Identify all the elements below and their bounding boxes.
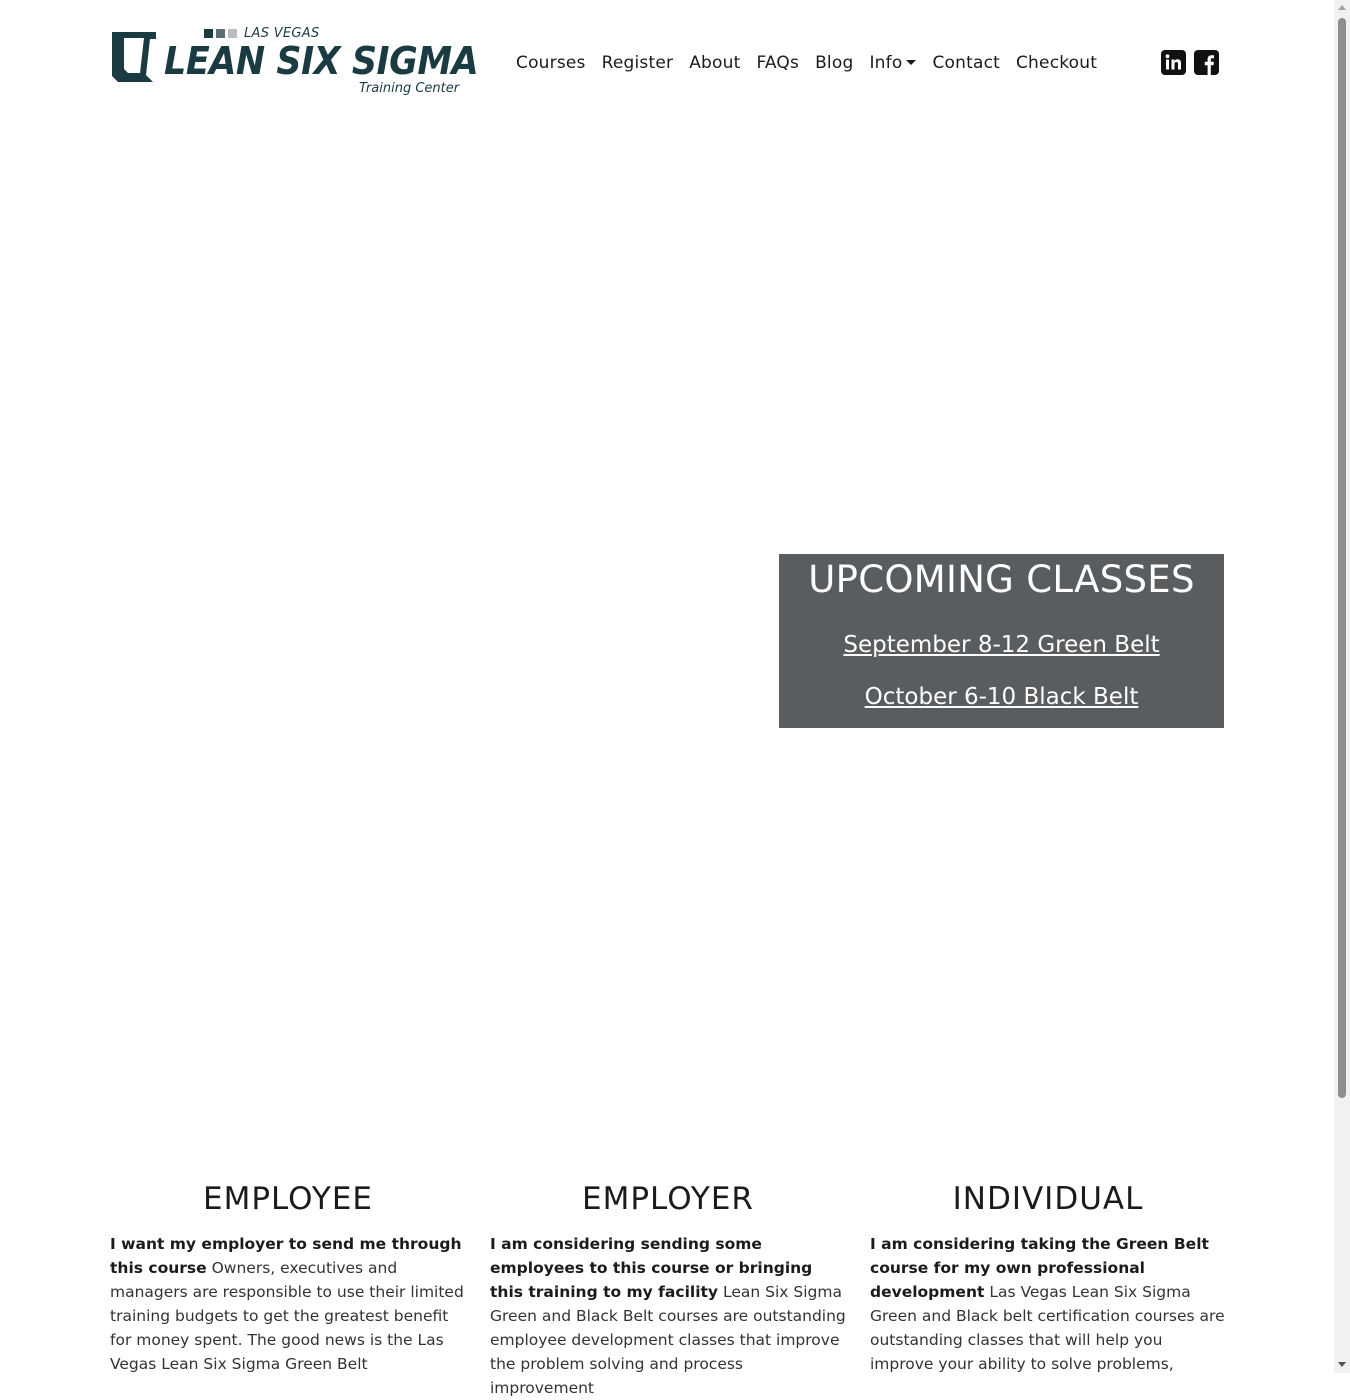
nav-blog[interactable]: Blog (815, 53, 854, 73)
column-employee (110, 1178, 466, 1376)
column-body: Owners, executives and managers are responsible to use their limited training budgets to get the greatest benefit for money spent. The good news is the Las Vegas Lean Six Sigma Green Belt (110, 1259, 464, 1373)
logo-main-text: LEAN SIX SIGMA (164, 39, 479, 83)
logo-top-text: LAS VEGAS (244, 26, 320, 41)
scroll-up-arrow-icon[interactable] (1338, 5, 1346, 10)
page-scrollbar[interactable] (1334, 0, 1350, 1373)
scroll-down-arrow-icon[interactable] (1338, 1362, 1346, 1367)
logo-sub-text: Training Center (359, 81, 460, 96)
column-text (490, 1232, 846, 1400)
column-body: Las Vegas Lean Six Sigma Green and Black belt certification courses are outstanding classes that will help you improve your ability to solve problems, (870, 1283, 1225, 1373)
nav-faqs[interactable]: FAQs (756, 53, 800, 73)
upcoming-classes-title: UPCOMING CLASSES (808, 558, 1195, 601)
column-text (110, 1232, 466, 1376)
column-employer (490, 1178, 846, 1400)
nav-info-label: Info (869, 53, 903, 73)
upcoming-classes-panel (779, 554, 1224, 728)
nevada-shape-icon (110, 29, 170, 89)
nav-courses[interactable]: Courses (516, 53, 586, 73)
column-title: EMPLOYEE (202, 1181, 373, 1217)
social-links (1161, 50, 1219, 75)
scrollbar-thumb[interactable] (1338, 18, 1346, 1098)
column-text (870, 1232, 1226, 1376)
facebook-icon[interactable] (1194, 50, 1219, 75)
column-lead: I am considering taking the Green Belt course for my own professional development (870, 1235, 1209, 1301)
site-logo[interactable] (110, 26, 479, 100)
column-lead: I am considering sending some employees to this course or bringing this training to my facility (490, 1235, 813, 1301)
main-nav (508, 49, 1105, 77)
column-title: EMPLOYER (582, 1181, 754, 1217)
nav-contact[interactable]: Contact (932, 53, 1000, 73)
column-title: INDIVIDUAL (952, 1181, 1144, 1217)
column-individual (870, 1178, 1226, 1376)
nav-register[interactable]: Register (601, 53, 674, 73)
caret-down-icon (906, 60, 916, 65)
site-header (0, 0, 1334, 125)
column-lead: I want my employer to send me through this course (110, 1235, 462, 1277)
nav-checkout[interactable]: Checkout (1015, 53, 1098, 73)
linkedin-icon[interactable] (1161, 50, 1186, 75)
column-body: Lean Six Sigma Green and Black Belt courses are outstanding employee development classes that improve the problem solving and process improvement (490, 1283, 846, 1397)
class-link-black-belt[interactable]: October 6-10 Black Belt (864, 684, 1139, 710)
class-link-green-belt[interactable]: September 8-12 Green Belt (843, 632, 1160, 658)
nav-info-dropdown[interactable] (861, 53, 924, 73)
nav-about[interactable]: About (689, 53, 741, 73)
